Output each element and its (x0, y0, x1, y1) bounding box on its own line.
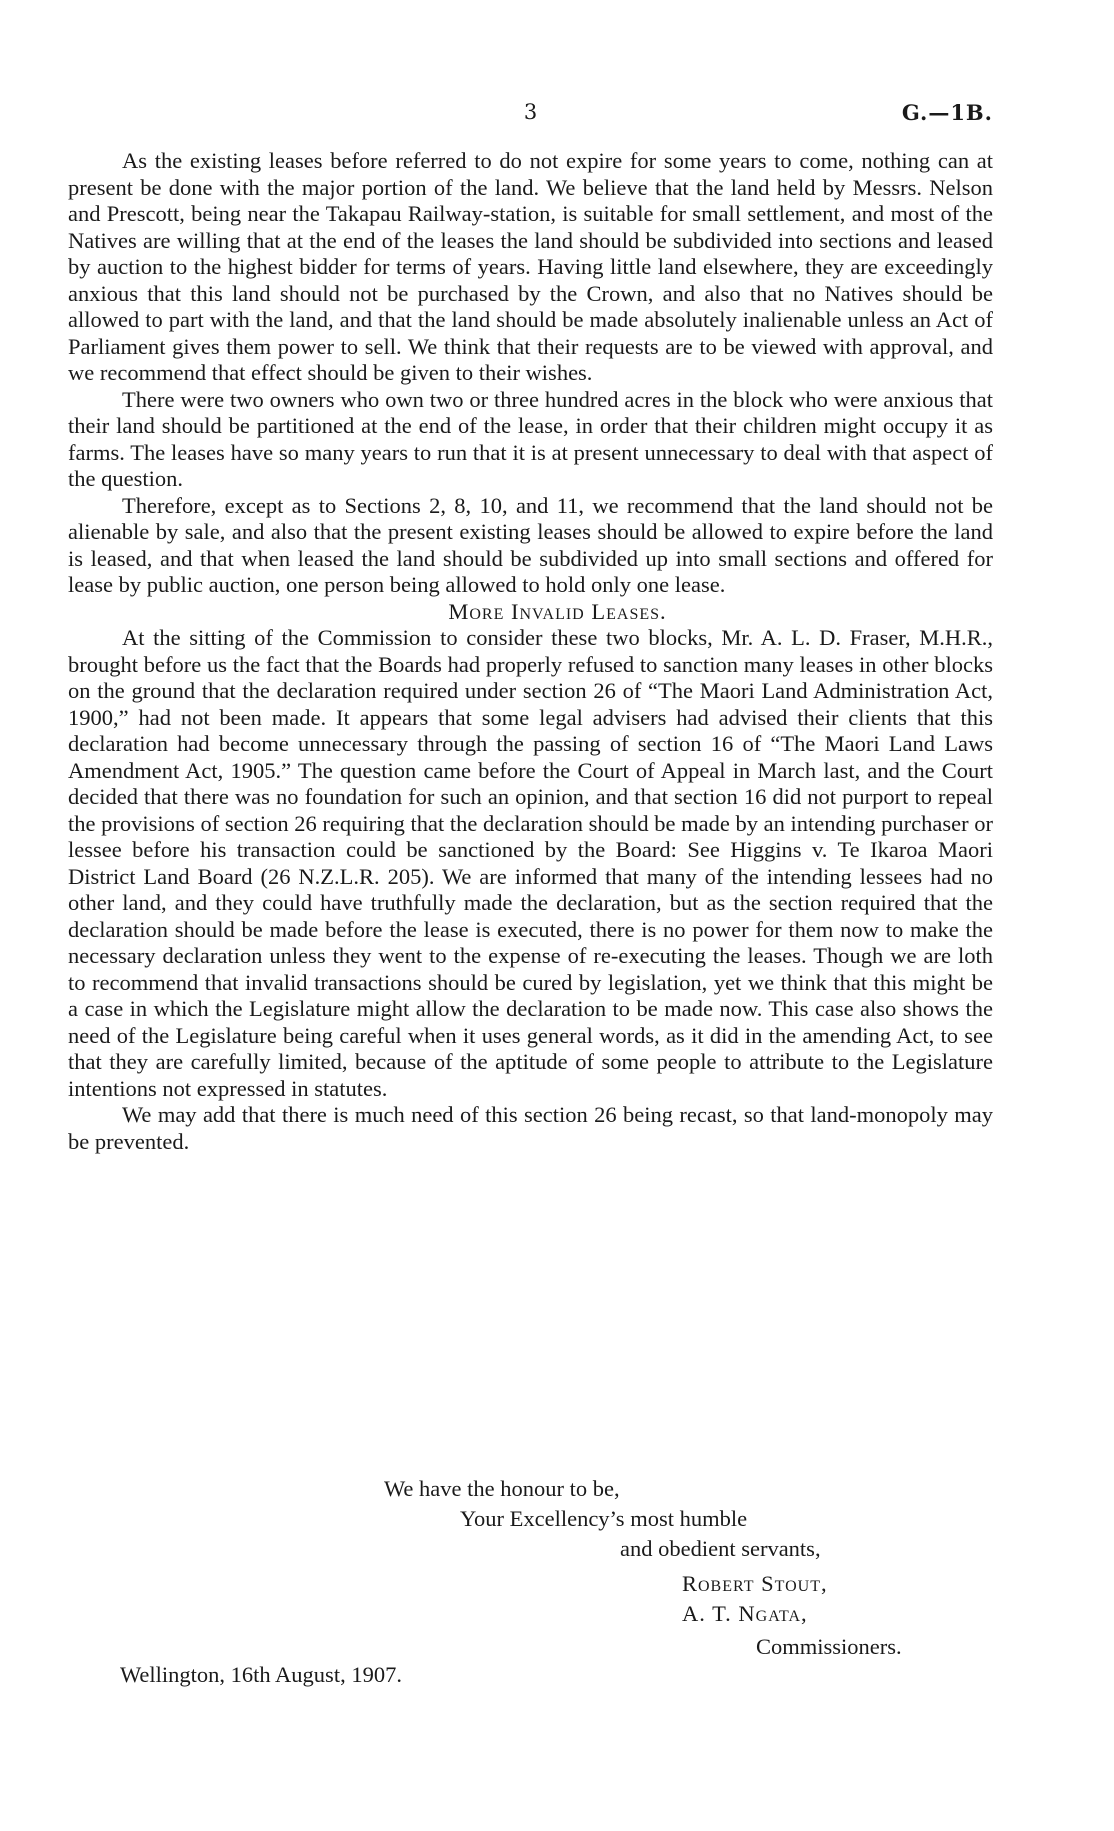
body-text (68, 148, 993, 1155)
closing-line-honour: We have the honour to be, (384, 1476, 620, 1501)
closing-line-excellency: Your Excellency’s most humble (460, 1506, 748, 1531)
paragraph-invalid-leases: At the sitting of the Commission to consider these two blocks, Mr. A. L. D. Fraser, M.H.R., brought before us the fact that the Boards had properly refused to sanction many leases in other blocks on the ground that the declaration required under section 26 of “The Maori Land Administration Act, 1900,” had not been made. It appears that some legal advisers had advised their clients that this declaration had become unnecessary through the passing of section 16 of “The Maori Land Laws Amendment Act, 1905.” The question came before the Court of Appeal in March last, and the Court decided that there was no foundation for such an opinion, and that section 16 did not purport to repeal the provisions of section 26 requiring that the declaration should be made by an intending purchaser or lessee before his transaction could be sanctioned by the Board: See Higgins v. Te Ikaroa Maori District Land Board (26 N.Z.L.R. 205). We are informed that many of the intending lessees had no other land, and they could have truthfully made the declaration, but as the section required that the declaration should be made before the lease is executed, there is no power for them now to make the necessary declaration unless they went to the expense of re-executing the leases. Though we are loth to recommend that invalid transactions should be cured by legislation, yet we think that this might be a case in which the Legislature might allow the declaration to be made now. This case also shows the need of the Legislature being careful when it uses general words, as it did in the amending Act, to see that they are carefully limited, because of the aptitude of some people to attribute to the Legislature intentions not expressed in statutes. (68, 625, 993, 1101)
signatory-ngata: A. T. Ngata, (682, 1601, 808, 1626)
page-number: 3 (523, 100, 538, 124)
signatory-stout: Robert Stout, (682, 1571, 828, 1596)
document-code: G.—1B. (901, 100, 993, 125)
paragraph-recommendation: Therefore, except as to Sections 2, 8, 10, and 11, we recommend that the land should not be alienable by sale, and also that the present existing leases should be allowed to expire before the land is leased, and that when leased the land should be subdivided up into small sections and offered for lease by public auction, one person being allowed to hold only one lease. (68, 492, 993, 597)
place-date: Wellington, 16th August, 1907. (120, 1662, 402, 1687)
paragraph-existing-leases: As the existing leases before referred to do not expire for some years to come, nothing can at present be done with the major portion of the land. We believe that the land held by Messrs. Nelson and Prescott, being near the Takapau Railway-station, is suitable for small settlement, and most of the Natives are willing that at the end of the leases the land should be subdivided into sections and leased by auction to the highest bidder for terms of years. Having little land elsewhere, they are exceedingly anxious that this land should not be purchased by the Crown, and also that no Natives should be allowed to part with the land, and that the land should be made absolutely inalienable unless an Act of Parliament gives them power to sell. We think that their requests are to be viewed with approval, and we recommend that effect should be given to their wishes. (68, 148, 993, 385)
section-heading: More Invalid Leases. (448, 598, 667, 624)
paragraph-section-26-recast: We may add that there is much need of this section 26 being recast, so that land-monopoly may be prevented. (68, 1102, 993, 1154)
page-header (68, 100, 993, 130)
signatory-role: Commissioners. (756, 1634, 902, 1659)
paragraph-two-owners: There were two owners who own two or three hundred acres in the block who were anxious that their land should be partitioned at the end of the lease, in order that their children might occupy it as farms. The leases have so many years to run that it is at present unnecessary to deal with that aspect of the question. (68, 386, 993, 491)
closing-line-servants: and obedient servants, (620, 1536, 821, 1561)
